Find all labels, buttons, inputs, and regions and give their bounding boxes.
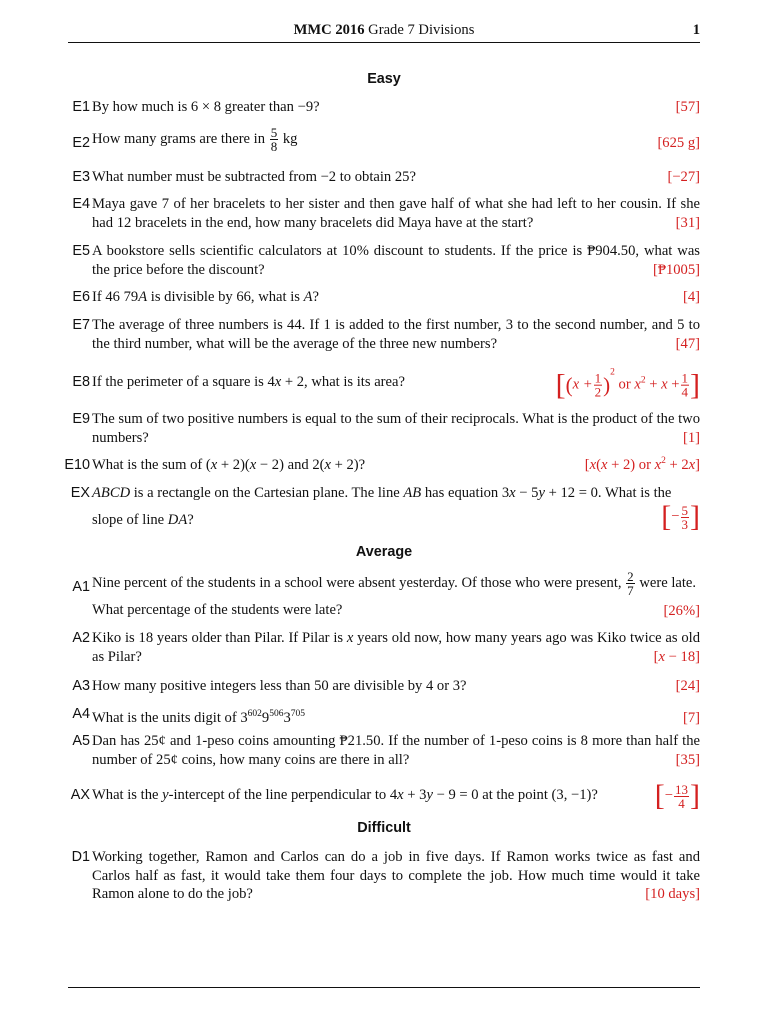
problem-label: E3 xyxy=(72,169,90,185)
problem-text: If 46 79A is divisible by 66, what is A? xyxy=(92,289,320,305)
header-title: MMC 2016 Grade 7 Divisions xyxy=(293,22,475,38)
problem-text: The average of three numbers is 44. If 1 is added to the first number, 3 to the second number, and 5 to the third number, what will be the average of the three new numbers? xyxy=(92,317,700,352)
problem-label: A3 xyxy=(72,678,90,694)
answer: [7] xyxy=(682,710,700,726)
section-heading-easy: Easy xyxy=(367,71,401,87)
problem-text: A bookstore sells scientific calculators at 10% discount to students. If the price is ₱904.50, what was the price before the discount? xyxy=(92,243,700,278)
problem-text-line2: What percentage of the students were late? xyxy=(92,602,343,618)
answer: [26%] xyxy=(663,602,700,619)
problem-text: Nine percent of the students in a school were absent yesterday. Of those who were present, $\frac{2}{7}$ were late. xyxy=(92,569,697,598)
problem-text: If the perimeter of a square is 4x + 2, what is its area? xyxy=(92,374,405,390)
problem-label: E9 xyxy=(72,411,90,427)
fraction: $\frac{5}{8}$ xyxy=(270,125,278,154)
problem-a4 xyxy=(68,705,700,728)
problem-text: ABCD is a rectangle on the Cartesian plane. The line AB has equation 3x − 5y + 12 = 0. What is the xyxy=(92,485,672,501)
answer: [4] xyxy=(682,289,700,305)
answer: [625 g] xyxy=(657,134,700,151)
problem-e2 xyxy=(68,126,700,160)
answer: [(x + $\frac{1}{2}$ )$^2$ or $x^2 + x$ + $\frac{1}{4}$ ] xyxy=(555,367,700,402)
answer: [35] xyxy=(675,751,700,768)
section-heading-average: Average xyxy=(355,544,413,560)
problem-text: Kiko is 18 years older than Pilar. If Pilar is x years old now, how many years ago was Kiko twice as old as Pilar? xyxy=(92,630,701,665)
problem-a1 xyxy=(68,570,700,620)
answer: [24] xyxy=(675,678,700,694)
problem-a2 xyxy=(68,629,700,666)
fraction: $\frac{2}{7}$ xyxy=(627,569,634,598)
problem-a3 xyxy=(68,677,700,696)
answer: [1] xyxy=(682,429,700,446)
problem-text-line2: slope of line DA? xyxy=(92,512,194,528)
problem-label: E8 xyxy=(72,374,90,390)
answer: [47] xyxy=(675,335,700,352)
problem-label: A5 xyxy=(72,733,90,749)
page-header xyxy=(68,20,700,43)
problem-text: The sum of two positive numbers is equal to the sum of their reciprocals. What is the product of the two numbers? xyxy=(92,411,700,446)
problem-label: E10 xyxy=(64,457,90,473)
problem-label: A1 xyxy=(72,579,90,595)
answer: [x(x + 2) or $x^2 + 2x$] xyxy=(584,456,700,473)
problem-label: E6 xyxy=(72,289,90,305)
problem-e10 xyxy=(64,456,700,475)
problem-e9 xyxy=(68,410,700,447)
problem-text: What is the units digit of $3^{602}9^{506}3^{705}$ xyxy=(92,709,305,726)
problem-e5 xyxy=(68,242,700,279)
fraction: $\frac{1}{2}$ xyxy=(594,370,602,400)
problem-e4 xyxy=(68,195,700,232)
answer: [x − 18] xyxy=(653,648,700,665)
problem-label: E5 xyxy=(72,243,90,259)
problem-ax xyxy=(68,776,700,816)
footer-rule xyxy=(68,987,700,988)
problem-label: EX xyxy=(70,485,90,501)
problem-e8 xyxy=(68,360,700,404)
problem-d1 xyxy=(68,848,700,904)
problem-text: What is the sum of (x + 2)(x − 2) and 2(x + 2)? xyxy=(92,457,366,473)
fraction: $\frac{5}{3}$ xyxy=(681,502,688,532)
problem-label: D1 xyxy=(71,849,90,865)
answer: [−27] xyxy=(667,169,700,185)
fraction: $\frac{13}{4}$ xyxy=(675,781,688,811)
problem-a5 xyxy=(68,732,700,769)
problem-label: A2 xyxy=(72,630,90,646)
problem-text: Maya gave 7 of her bracelets to her sister and then gave half of what she had left to her cousin. If she had 12 bracelets in the end, how many bracelets did Maya have at the start? xyxy=(92,196,700,231)
problem-text: By how much is 6 × 8 greater than −9? xyxy=(92,99,320,115)
answer: [31] xyxy=(675,214,700,231)
problem-text: What is the y-intercept of the line perpendicular to 4x + 3y − 9 = 0 at the point (3, −1)? xyxy=(92,787,598,803)
problem-text: Working together, Ramon and Carlos can do a job in five days. If Ramon works twice as fast and Carlos half as fast, it would take them four days to complete the job. How much time would it take Ramon alone to do the job? xyxy=(92,849,700,902)
problem-label: A4 xyxy=(72,706,90,722)
problem-e6 xyxy=(68,288,700,307)
problem-e7 xyxy=(68,316,700,353)
problem-label: E4 xyxy=(72,196,90,212)
answer: [57] xyxy=(675,99,700,115)
answer: [10 days] xyxy=(645,886,700,902)
problem-label: E1 xyxy=(72,99,90,115)
answer: [− $\frac{5}{3}$ ] xyxy=(661,500,700,533)
problem-e1 xyxy=(68,98,700,117)
fraction: $\frac{1}{4}$ xyxy=(681,370,688,400)
section-heading-difficult: Difficult xyxy=(357,820,411,836)
problem-label: E2 xyxy=(72,135,90,151)
page-number: 1 xyxy=(692,22,700,38)
answer: [₱1005] xyxy=(652,261,700,278)
problem-label: E7 xyxy=(72,317,90,333)
problem-text: What number must be subtracted from −2 to obtain 25? xyxy=(92,169,416,185)
problem-ex xyxy=(68,484,700,538)
problem-label: AX xyxy=(70,787,90,803)
problem-e3 xyxy=(68,168,700,187)
problem-text: How many grams are there in $\frac{5}{8}$ kg xyxy=(92,125,298,154)
answer: [− $\frac{13}{4}$ ] xyxy=(654,779,700,812)
problem-text: Dan has 25¢ and 1-peso coins amounting ₱21.50. If the number of 1-peso coins is 8 more than half the number of 25¢ coins, how many coins are there in all? xyxy=(92,733,700,768)
problem-text: How many positive integers less than 50 are divisible by 4 or 3? xyxy=(92,678,467,694)
